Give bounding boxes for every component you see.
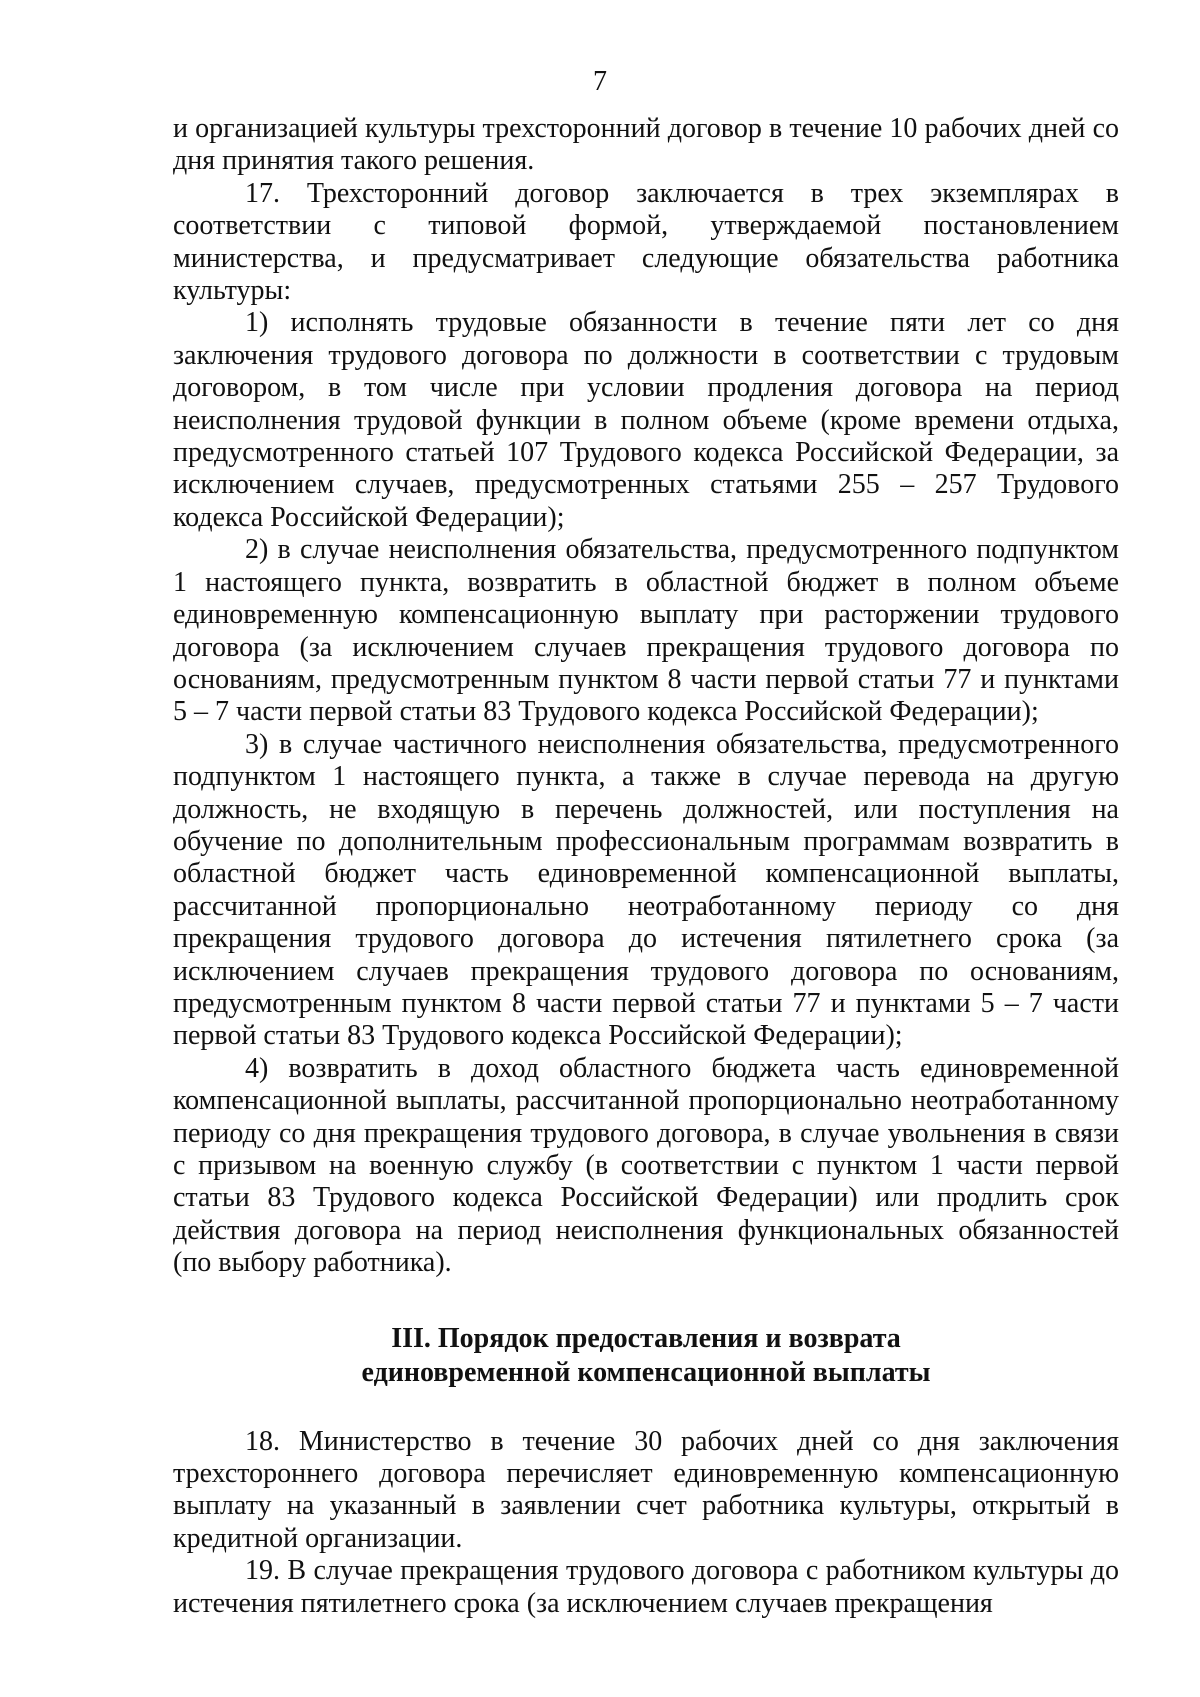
paragraph-item-17: 17. Трехсторонний договор заключается в трех экземплярах в соответствии с типовой формой, утверждаемой постановлением министерства, и предусматривает следующие обязательства работника культуры: [173, 177, 1119, 307]
paragraph-item-19: 19. В случае прекращения трудового договора с работником культуры до истечения пятилетнего срока (за исключением случаев прекращения [173, 1555, 1119, 1619]
page-number: 7 [593, 66, 607, 97]
section-heading-line-2: единовременной компенсационной выплаты [361, 1356, 931, 1388]
section-heading-line-1: III. Порядок предоставления и возврата [391, 1322, 901, 1354]
paragraph-subitem-2: 2) в случае неисполнения обязательства, предусмотренного подпунктом 1 настоящего пункта, возвратить в областной бюджет в полном объеме единовременную компенсационную выплату при расторжении трудового договора (за исключением случаев прекращения трудового договора по основаниям, предусмотренным пунктом 8 части первой статьи 77 и пунктами 5 – 7 части первой статьи 83 Трудового кодекса Российской Федерации); [173, 534, 1119, 728]
paragraph-subitem-4: 4) возвратить в доход областного бюджета часть единовременной компенсационной выплаты, рассчитанной пропорционально неотработанному периоду со дня прекращения трудового договора, в случае увольнения в связи с призывом на военную службу (в соответствии с пунктом 1 части первой статьи 83 Трудового кодекса Российской Федерации) или продлить срок действия договора на период неисполнения функциональных обязанностей (по выбору работника). [173, 1052, 1119, 1279]
section-heading [173, 1322, 1119, 1390]
paragraph-item-18: 18. Министерство в течение 30 рабочих дней со дня заключения трехстороннего договора перечисляет единовременную компенсационную выплату на указанный в заявлении счет работника культуры, открытый в кредитной организации. [173, 1425, 1119, 1554]
document-body [173, 113, 1119, 1620]
paragraph-subitem-1: 1) исполнять трудовые обязанности в течение пяти лет со дня заключения трудового договора по должности в соответствии с трудовым договором, в том числе при условии продления договора на период неисполнения трудовой функции в полном объеме (кроме времени отдыха, предусмотренного статьей 107 Трудового кодекса Российской Федерации, за исключением случаев, предусмотренных статьями 255 – 257 Трудового кодекса Российской Федерации); [173, 307, 1119, 533]
paragraph-subitem-3: 3) в случае частичного неисполнения обязательства, предусмотренного подпунктом 1 настоящего пункта, а также в случае перевода на другую должность, не входящую в перечень должностей, или поступления на обучение по дополнительным профессиональным программам возвратить в областной бюджет часть единовременной компенсационной выплаты, рассчитанной пропорционально неотработанному периоду со дня прекращения трудового договора до истечения пятилетнего срока (за исключением случаев прекращения трудового договора по основаниям, предусмотренным пунктом 8 части первой статьи 77 и пунктами 5 – 7 части первой статьи 83 Трудового кодекса Российской Федерации); [173, 728, 1119, 1052]
paragraph-continuation: и организацией культуры трехсторонний договор в течение 10 рабочих дней со дня принятия такого решения. [173, 113, 1119, 177]
